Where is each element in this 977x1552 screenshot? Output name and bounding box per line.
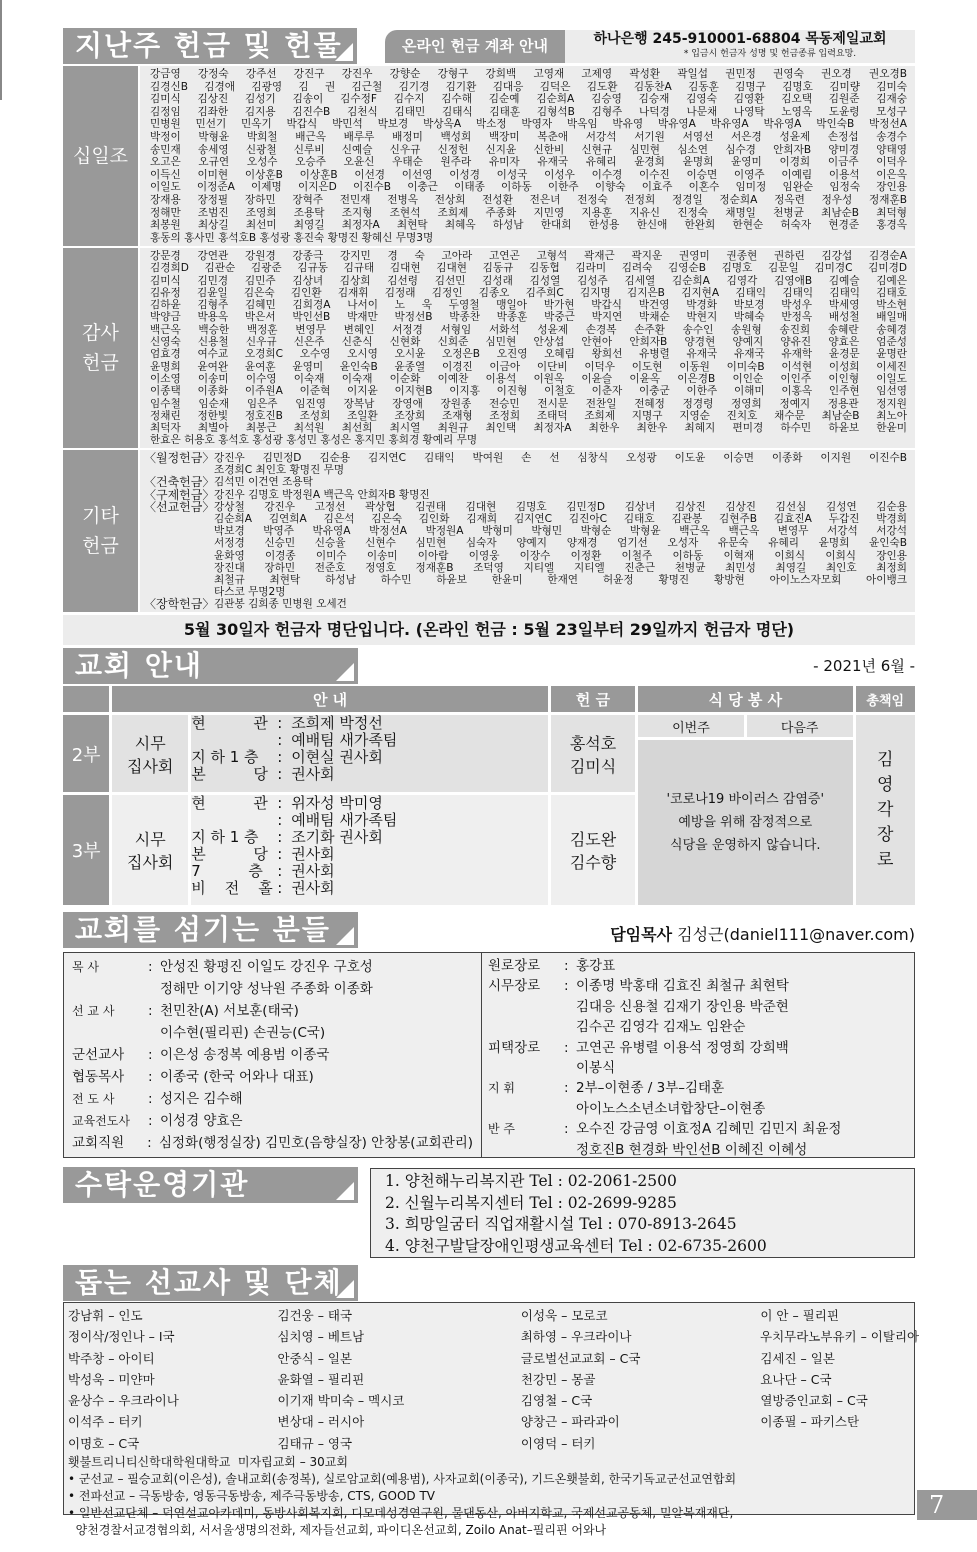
pastor-label: 담임목사 <box>610 925 673 944</box>
offering-type: 〈월정헌금〉 <box>144 451 215 465</box>
mission-item: 양창근 – 파라과이 <box>520 1414 620 1430</box>
name-line: 오고은 오규연 오성수 오승주 오윤신 우태순 원주라 유미자 유재국 유혜리 윤경희 윤명희 윤영미 이경희 이금주 이덕우 <box>150 156 907 169</box>
offering-group <box>144 489 907 501</box>
page-number: 7 <box>917 1490 977 1520</box>
servants-right <box>482 953 914 1157</box>
name-line: 장진대 장하민 전준호 정영호 정재훈B 조덕영 지티엘 지티엘 진춘근 천병균 최민성 최영길 최인호 최정희 <box>214 561 907 574</box>
servant-row <box>72 1066 473 1088</box>
name-line: 임수철 임순재 임은주 임진영 장복남 장영애 장원종 전승민 전시문 전찬일 전혜정 정경령 정영희 정예지 정용관 정지원 <box>150 397 907 410</box>
name-line: 김석민 이건연 조용탁 <box>214 476 313 489</box>
role-row <box>191 749 548 766</box>
name-line: 엄효경 여수교 오경희C 오수영 오시영 오시윤 오정은B 오진영 오혜림 왕희선 유병렬 유재국 유재국 유재학 윤경문 윤명란 <box>150 348 907 361</box>
name-line: 타스코 무명2명 <box>214 586 286 599</box>
name-line: 박양금 박용옥 박은서 박인선B 박재만 박정선B 박종찬 박종훈 박중근 박지연 박채순 박현지 박혜숙 반정옥 배성철 배일매 <box>150 311 907 324</box>
servant-role <box>488 997 564 1017</box>
colon: : <box>277 811 283 829</box>
colon: : <box>148 1069 153 1085</box>
offering-type: 〈선교헌금〉 <box>144 499 215 514</box>
agency-item: 2. 신월누리복지센터 Tel : 02-2699-9285 <box>385 1193 677 1212</box>
etc-label-text: 기타 헌금 <box>82 505 119 557</box>
name-line: 이종택 이종화 이주원A 이준혁 이지윤 이지현B 이지홍 이진형 이철호 이춘자 이충군 이한주 이해미 이홍옥 인주현 임선영 <box>150 385 907 398</box>
name-line: 김하윤 김형주 김혜민 김희경A 나서이 노 욱 두영철 맹일아 박가현 박갑식 박건영 박경화 박보경 박성우 박세영 박소현 <box>150 299 907 312</box>
colon: : <box>148 1047 153 1063</box>
mission-item <box>760 1433 910 1454</box>
name-line: 정채린 정한빛 정호진B 조성희 조일환 조장희 조재형 조정희 조태덕 조희제 지명구 지영순 진치호 채수문 최남순B 최노아 <box>150 409 907 422</box>
mission-item: 이석주 – 터키 <box>68 1414 143 1430</box>
missions-box <box>63 1302 920 1538</box>
tithe-label: 십일조 <box>63 66 138 246</box>
servant-names: 이종명 박홍태 김효진 최철규 최현탁 <box>576 978 789 995</box>
name-line: 윤명희 윤여완 윤여훈 윤영미 윤인숙B 윤종열 이경진 이금아 이단비 이덕우 이도현 이동원 이미숙B 이석현 이성희 이세진 <box>150 360 907 373</box>
next-week: 다음주 <box>747 715 853 737</box>
mission-item: 박주창 – 아이티 <box>68 1350 155 1366</box>
missions-title: 돕는 선교사 및 단체 <box>63 1265 358 1301</box>
servant-names: 2부–이현종 / 3부–김태훈 <box>576 1080 725 1097</box>
servant-names: 이성경 양효은 <box>160 1113 243 1129</box>
offering-type: 〈장학헌금〉 <box>144 597 215 612</box>
corner-mark-icon <box>336 927 354 945</box>
role-place: 현 관 <box>191 794 268 812</box>
role-assignee: 예배팀 새가족팀 <box>291 731 398 749</box>
role-place: 지 하 1 층 <box>191 828 259 846</box>
servant-row <box>488 1017 908 1037</box>
colon: : <box>564 1121 569 1138</box>
church-info-table <box>60 683 918 908</box>
name-line: 김경희D 김관순 김광준 김규동 김규태 김대현 김대현 김동규 김동협 김라미 김려숙 김영순B 김명호 김문일 김미경C 김미경D <box>150 262 907 275</box>
mission-item: 우치무라노부유키 – 이탈리아 <box>760 1329 920 1345</box>
servants-left <box>64 953 482 1157</box>
offering-names <box>214 489 907 501</box>
colon: : <box>277 765 283 783</box>
colon: : <box>147 1135 152 1151</box>
mission-item: 이영덕 – 터키 <box>520 1435 596 1451</box>
role-assignee: 위자성 박미영 <box>291 794 383 812</box>
agency-item: 1. 양천해누리복지관 Tel : 02-2061-2500 <box>385 1172 677 1190</box>
servant-role: 지 휘 <box>488 1081 515 1096</box>
offering-names <box>214 452 907 476</box>
colon <box>148 1022 160 1044</box>
name-line: 홍동의 홍사민 홍석호B 홍성광 홍진숙 황명진 황혜신 무명3명 <box>150 231 434 244</box>
corner-mark-icon <box>336 1280 354 1298</box>
name-line: 조경희C 최인호 황명진 무명 <box>214 464 345 477</box>
colon: : <box>148 1113 153 1129</box>
mission-item: 심치영 – 베트남 <box>277 1329 365 1345</box>
servant-role: 협동목사 <box>72 1069 125 1085</box>
servant-role <box>72 978 148 1000</box>
colon <box>564 1017 576 1037</box>
name-line: 이일도 이정준A 이제명 이지은D 이진수B 이충근 이태종 이하동 이한주 이향숙 이효주 이혼수 임미정 임완순 임정숙 장인용 <box>150 181 907 194</box>
offering-group <box>144 598 907 610</box>
role-row <box>191 812 548 829</box>
servant-role: 시무장로 <box>488 978 541 995</box>
mission-row <box>68 1390 910 1411</box>
servant-row <box>72 956 473 978</box>
meal-notice: '코로나19 바이러스 감염증' 예방을 위해 잠정적으로 식당을 운영하지 않습니다. <box>638 740 852 905</box>
servant-names: 심정화(행정실장) 김민호(음향실장) 안창봉(교회관리) <box>158 1135 473 1151</box>
thanks-names <box>140 248 915 448</box>
servant-names: 정해만 이기양 성낙원 주종화 이종화 <box>160 981 373 997</box>
servant-role: 군선교사 <box>72 1047 125 1063</box>
name-line: 최봉원 최상길 최선미 최영길 최정자A 최현탁 최혜옥 하성남 한대희 한성용 한신애 한완희 한현순 허숙자 현경준 홍경옥 <box>150 219 907 232</box>
mission-row <box>68 1348 910 1369</box>
mission-extra: 양천경찰서교경협의회, 서서울생명의전화, 제자들선교회, 파이디온선교회, Zoilo Anat–필리핀 어와나 <box>68 1523 607 1538</box>
name-line: 장재용 장정필 장하민 장혁주 전민재 전병옥 전상희 전성환 전은녀 전정숙 전정희 정경일 정순희A 정옥련 정우성 정재훈B <box>150 193 907 206</box>
servant-role <box>488 1140 564 1160</box>
mission-row <box>68 1411 910 1432</box>
servant-role: 교회직원 <box>72 1135 125 1151</box>
mission-item: 이명호 – C국 <box>68 1435 140 1451</box>
name-line: 강문경 강연관 강원경 강종극 강지민 경 숙 고아라 고연곤 고형석 곽재근 곽지운 권영미 권종현 권하린 김강섭 김경순A <box>150 250 907 262</box>
role-assignee: 이현실 권사회 <box>291 748 383 766</box>
name-line: 민병원 민선기 민옥기 박갑식 박민석 박보경 박상옥A 박소정 박영자 박옥임 박유영 박유영A 박유영A 박유영A 박인숙B 박정선A <box>150 118 907 131</box>
servant-row <box>488 1140 908 1160</box>
colon: : <box>148 1091 153 1107</box>
senior-pastor <box>610 922 915 945</box>
mission-item: 안중식 – 일본 <box>277 1350 353 1366</box>
name-line: 이득신 이미현 이상훈B 이상훈B 이선경 이선영 이성경 이성국 이성우 이수경 이수진 이승면 이영주 이예림 이용석 이은옥 <box>150 168 907 181</box>
name-line: 김정임 김좌한 김지용 김진수B 김천식 김태민 김태식 김태훈 김형석B 김형주 나덕경 나문채 나영탁 노영옥 도윤령 모성구 <box>150 105 907 118</box>
online-account-label: 온라인 헌금 계좌 안내 <box>385 30 565 63</box>
role-place: 본 당 <box>191 845 268 863</box>
role-assignee: 권사회 <box>291 862 335 880</box>
name-line: 김경신B 김경애 김광영 김 권 김근철 김기경 김기환 김대응 김덕은 김도환 김동찬A 김동훈 김명구 김명호 김미량 김미숙 <box>150 80 907 93</box>
servant-names: 천민찬(A) 서보훈(태국) <box>160 1003 299 1019</box>
servant-row <box>72 1044 473 1066</box>
mission-item: 이기재 박미숙 – 멕시코 <box>277 1393 405 1409</box>
service-3-roles <box>191 795 548 905</box>
colon: : <box>277 748 283 766</box>
account-note: * 입금시 헌금자 성명 및 헌금종류 입력요망. <box>683 49 857 59</box>
name-line: 윤화영 이경종 이미수 이송미 이아람 이영웅 이장수 이정환 이철주 이하동 이혁재 이희식 이희식 장인용 <box>214 549 907 562</box>
role-assignee: 권사회 <box>291 845 335 863</box>
etc-offerings <box>140 450 915 612</box>
servant-role: 반 주 <box>488 1122 515 1137</box>
servant-row <box>488 1099 908 1119</box>
servant-names: 성지은 김수해 <box>160 1091 243 1107</box>
corner-mark-icon <box>336 1182 354 1200</box>
header-offering: 헌 금 <box>551 686 635 712</box>
name-line: 최철규 최현탁 하성남 하수민 하윤보 한윤미 한재연 허윤정 황명진 황방현 아이노스자모회 아이뱅크 <box>214 574 907 587</box>
offering-group <box>144 452 907 476</box>
name-line: 최덕자 최별아 최봉근 최석원 최선희 최시열 최원규 최인택 최정자A 최한우 최한우 최혜지 편미경 하수민 하윤보 한윤미 <box>150 422 907 435</box>
mission-extra: • 전파선교 – 극동방송, 영동극동방송, 제주극동방송, CTS, GOOD TV <box>68 1489 435 1504</box>
agencies-title: 수탁운영기관 <box>63 1167 358 1203</box>
role-row <box>191 863 548 880</box>
agencies-list <box>370 1168 915 1258</box>
colon: : <box>277 828 283 846</box>
name-line: 신영숙 신용철 신우규 신은주 신춘식 신현화 신희준 심민현 안상섭 안현아 안희자B 양경현 양예지 양유진 양효은 엄준성 <box>150 336 907 349</box>
name-line: 박보경 박영주 박유영A 박정선A 박정원A 박형미 박형민 박형순 박형윤 백근옥 백근옥 변영무 서강석 서강석 <box>214 525 907 538</box>
offering-names <box>214 501 907 599</box>
offering-group <box>144 501 907 599</box>
name-line: 강진우 김민정D 김순용 김지연C 김태익 박여원 손 선 심창식 오성광 이도윤 이승면 이종화 이지원 이진수B <box>214 452 907 464</box>
mission-item: 정이삭/정인나 – I국 <box>68 1329 175 1345</box>
role-row <box>191 880 548 897</box>
servant-role: 원로장로 <box>488 958 541 974</box>
servant-row <box>72 1132 473 1154</box>
colon: : <box>277 879 283 897</box>
pastor-name: 김성근(daniel111@naver.com) <box>677 925 915 944</box>
servant-role <box>488 1017 564 1037</box>
colon: : <box>564 1080 569 1097</box>
info-date: - 2021년 6월 - <box>813 657 915 675</box>
colon: : <box>277 794 283 812</box>
servants-title: 교회를 섬기는 분들 <box>63 912 358 948</box>
mission-item: 박성욱 – 미얀마 <box>68 1371 155 1387</box>
agency-item: 4. 양천구발달장애인평생교육센터 Tel : 02-6735-2600 <box>385 1236 767 1255</box>
mission-item: 열방증인교회 – C국 <box>760 1393 868 1409</box>
offering-type: 〈구제헌금〉 <box>144 487 215 502</box>
role-assignee: 예배팀 새가족팀 <box>291 811 398 829</box>
colon: : <box>148 1003 153 1019</box>
colon: : <box>564 1039 569 1056</box>
service-2: 2부 <box>63 715 109 792</box>
servant-role <box>72 1022 148 1044</box>
role-assignee: 조희제 박정선 <box>291 714 383 732</box>
name-line: 강진우 김명호 박정원A 백근옥 안희자B 황명진 <box>214 488 430 501</box>
role-place <box>191 732 277 749</box>
servant-role: 전 도 사 <box>72 1092 115 1106</box>
tithe-names <box>140 66 915 246</box>
mission-item: 김건웅 – 태국 <box>277 1308 353 1323</box>
mission-row <box>68 1305 910 1326</box>
colon: : <box>277 714 283 732</box>
corner-mark-icon <box>336 663 354 681</box>
name-line: 김순희A 김연희A 김은석 김은숙 김인화 김재희 김지연C 김진아C 김태호 김관봉 김현주B 김효진A 두갑진 박경희 <box>214 513 907 526</box>
servant-row <box>72 978 473 1000</box>
account-info <box>565 30 915 63</box>
servant-names: 이종국 (한국 어와나 대표) <box>160 1069 314 1085</box>
servant-names: 정호진B 현경화 박인선B 이혜진 이혜성 <box>576 1141 808 1158</box>
mission-item: 김세진 – 일본 <box>760 1350 835 1366</box>
mission-item: 강남휘 – 인도 <box>68 1308 143 1323</box>
colon: : <box>277 731 283 749</box>
servant-names: 홍강표 <box>576 958 616 974</box>
servant-row <box>72 1000 473 1022</box>
name-line: 한효은 허용호 홍석호 홍성광 홍성민 홍성은 홍지민 홍희경 황예리 무명 <box>150 434 478 447</box>
servant-role: 교육전도사 <box>72 1114 130 1128</box>
role-place: 7 층 <box>191 862 263 880</box>
notice-text: 5월 30일자 헌금자 명단입니다. (온라인 헌금 : 5월 23일부터 29일까지 헌금자 명단) <box>63 615 915 645</box>
servant-row <box>488 997 908 1017</box>
role-place: 비 전 홀 <box>191 879 273 897</box>
name-line: 김관봉 김희종 민병원 오세건 <box>214 598 347 611</box>
role-assignee: 조기화 권사회 <box>291 828 383 846</box>
corner-mark-icon <box>335 43 353 61</box>
header-guide: 안 내 <box>112 686 548 712</box>
name-line: 송민재 송세영 신광철 신루비 신예슬 신우규 신정헌 신지윤 신한비 신현규 심민현 심소연 심수경 안희자B 양미경 양태영 <box>150 143 907 156</box>
margin-line <box>0 0 2 100</box>
mission-extra: 횃불트리니티신학대학원대학교 미자립교회 – 30교회 <box>68 1455 348 1470</box>
servant-row <box>72 1088 473 1110</box>
service-3-offering: 김도완 김수향 <box>551 795 635 905</box>
servant-names: 오수진 강금영 이효정A 김혜민 김민지 최윤정 <box>576 1121 842 1138</box>
servant-names: 김수곤 김영각 김재노 임완순 <box>576 1019 746 1036</box>
role-row <box>191 732 548 749</box>
mission-extra: • 군선교 – 필승교회(이은성), 솔내교회(송정복), 실로암교회(예용범), 사자교회(이종국), 기드온횃불회, 한국기독교군선교연합회 <box>68 1472 737 1487</box>
name-line: 백근옥 백승한 백정훈 변영무 변혜인 서정경 서형임 서화석 성윤제 손경복 손주환 송수인 송원형 송진희 송혜란 송혜경 <box>150 323 907 336</box>
mission-row <box>68 1433 910 1454</box>
mission-item: 변상대 – 러시아 <box>277 1414 365 1430</box>
role-assignee: 권사회 <box>291 765 335 783</box>
role-place <box>191 812 277 829</box>
service-2-roles <box>191 715 548 792</box>
mission-item: 이종필 – 파키스탄 <box>760 1414 860 1430</box>
header-meal: 식 당 봉 사 <box>638 686 852 712</box>
servant-names: 안성진 황평진 이일도 강진우 구호성 <box>160 959 373 975</box>
mission-item: 이 안 – 필리핀 <box>760 1308 839 1323</box>
servant-row <box>488 1058 908 1078</box>
colon <box>564 1099 576 1119</box>
role-row <box>191 829 548 846</box>
name-line: 김유정 김윤일 김은숙 김인환 김재휘 김정래 김정인 김종오 김주희C 김지명 김지은B 김지현A 김태익 김태익 김태익 김태호 <box>150 286 907 299</box>
servant-role <box>488 1058 564 1078</box>
agency-item: 3. 희망일굼터 직업재활시설 Tel : 070-8913-2645 <box>385 1215 737 1233</box>
servant-names: 이수현(필리핀) 손권능(C국) <box>160 1025 326 1041</box>
role-row <box>191 715 548 732</box>
service-3: 3부 <box>63 795 109 905</box>
colon: : <box>564 978 569 995</box>
servant-role: 피택장로 <box>488 1039 541 1056</box>
name-line: 강상철 강진우 고정선 곽상협 김권태 김대현 김명호 김민정D 김상녀 김상진 김상진 김선심 김성연 김순용 <box>214 500 907 513</box>
colon: : <box>277 862 283 880</box>
mission-item: 이성욱 – 모로코 <box>520 1308 608 1323</box>
role-row <box>191 795 548 812</box>
servant-row <box>488 956 908 976</box>
servant-names: 이은성 송정복 예용범 이종국 <box>160 1047 330 1063</box>
bank-account: 하나은행 245-910001-68804 목동제일교회 <box>593 31 887 47</box>
colon: : <box>277 845 283 863</box>
header-chief: 총책임 <box>856 686 916 712</box>
mission-item: 윤상수 – 우크라이나 <box>68 1393 179 1409</box>
name-line: 김미식 김민경 김민주 김상녀 김상희 김선령 김선민 김성래 김성열 김성주 김세열 김순희A 김영각 김영애B 김예슬 김예은 <box>150 274 907 287</box>
servant-names: 김대응 신용철 김재기 장인용 박준현 <box>576 998 789 1015</box>
offering-names <box>214 476 907 488</box>
servant-role: 선 교 사 <box>72 1004 115 1018</box>
etc-label <box>63 450 138 612</box>
servant-row <box>72 1022 473 1044</box>
mission-item: 김태규 – 영국 <box>277 1435 353 1451</box>
servant-names: 아이노스소년소녀합창단–이현종 <box>576 1100 766 1117</box>
church-info-title: 교회 안내 <box>63 648 358 684</box>
colon: : <box>148 959 153 975</box>
name-line: 이소영 이송미 이수영 이숙재 이숙재 이순화 이예찬 이용석 이원옥 이윤슬 이윤옥 이은경B 이인순 이인주 이인형 이일도 <box>150 372 907 385</box>
name-line: 김미식 김상진 김성기 김송이 김수정F 김수지 김수해 김순예 김순희A 김승영 김승재 김영숙 김영환 김오택 김원준 김재숭 <box>150 93 907 106</box>
service-2-group: 시무 집사회 <box>112 715 188 792</box>
mission-item: 요나단 – C국 <box>760 1371 832 1387</box>
offering-type: 〈건축헌금〉 <box>144 475 215 490</box>
mission-row <box>68 1369 910 1390</box>
role-row <box>191 846 548 863</box>
colon <box>564 997 576 1017</box>
role-assignee: 권사회 <box>291 879 335 897</box>
servant-row <box>488 976 908 996</box>
role-place: 본 당 <box>191 765 268 783</box>
role-place: 현 관 <box>191 714 268 732</box>
service-3-group: 시무 집사회 <box>112 795 188 905</box>
servant-role <box>488 1099 564 1119</box>
colon <box>148 978 160 1000</box>
servant-row <box>488 1038 908 1058</box>
colon: : <box>564 958 569 974</box>
offering-group <box>144 476 907 488</box>
mission-item: 천강민 – 몽골 <box>520 1371 596 1387</box>
name-line: 서정경 신승민 신승율 신현수 심민현 심숙자 양예지 양재경 엄기선 오성자 유문숙 유혜리 윤명희 윤인숙B <box>214 537 907 550</box>
mission-row <box>68 1326 920 1347</box>
colon <box>564 1140 576 1160</box>
offering-section-title: 지난주 헌금 및 헌물 <box>63 28 357 64</box>
servant-row <box>488 1078 908 1098</box>
thanks-label-text: 감사 헌금 <box>82 322 119 374</box>
service-2-offering: 홍석호 김미식 <box>551 715 635 792</box>
servant-row <box>72 1110 473 1132</box>
mission-extra: • 일반선교단체 – 덕연설교아카데미, 동방사회복지회, 디모데성경연구원, 물댄동산, 아버지학교, 국제선교공동체, 밀알복재재단, <box>68 1506 734 1521</box>
mission-item: 윤화열 – 필리핀 <box>277 1371 365 1387</box>
thanks-label <box>63 248 138 448</box>
offering-names <box>214 598 907 610</box>
role-row <box>191 766 548 783</box>
mission-item: 글로벌선교교회 – C국 <box>520 1350 641 1366</box>
colon <box>564 1058 576 1078</box>
servant-row <box>488 1119 908 1139</box>
servants-box <box>63 952 915 1158</box>
this-week: 이번주 <box>638 715 744 737</box>
name-line: 정해만 조범진 조영희 조용탁 조지형 조현석 조희제 주종화 지민영 지용훈 지유신 진정숙 채명일 천병균 최남순B 최덕형 <box>150 206 907 219</box>
servant-names: 이봉식 <box>576 1060 616 1077</box>
role-place: 지 하 1 층 <box>191 748 259 766</box>
mission-item: 최하영 – 우크라이나 <box>520 1329 632 1345</box>
chief-name: 김 영 각 장 로 <box>856 715 916 905</box>
servant-names: 고연곤 유병렬 이용석 정영희 강희백 <box>576 1039 789 1056</box>
name-line: 박정이 박형윤 박희철 배근옥 배루루 배정미 백성희 백장미 복춘애 서강석 서기원 서영선 서은경 성윤제 손정섭 송경수 <box>150 130 907 143</box>
name-line: 강금영 강정숙 강주선 강진구 강진우 강향순 강형구 강희백 고영재 고제영 곽성환 곽일섭 권민정 권영숙 권오경 권오경B <box>150 68 907 80</box>
servant-role: 목 사 <box>72 960 99 974</box>
mission-item: 김영철 – C국 <box>520 1393 593 1409</box>
